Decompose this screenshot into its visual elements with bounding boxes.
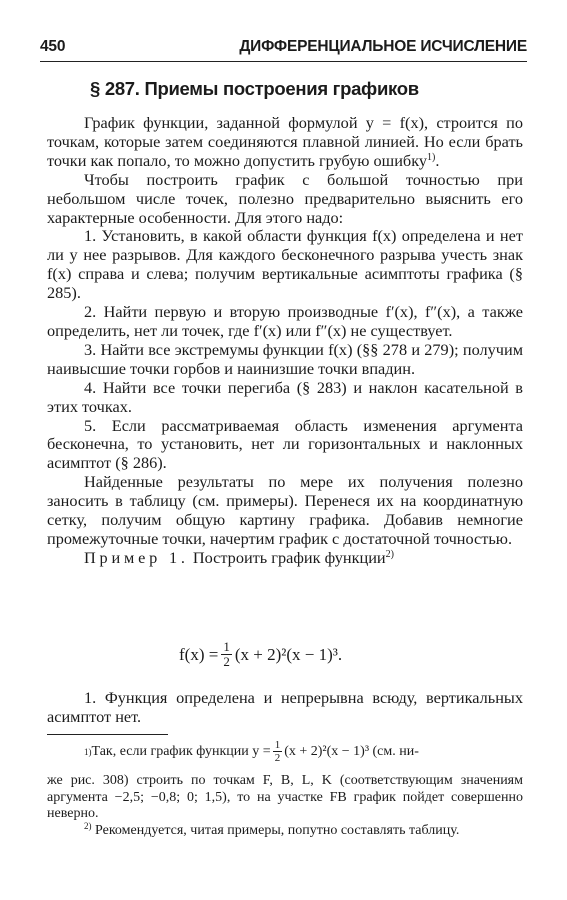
section-title: § 287. Приемы построения графиков	[90, 78, 419, 99]
paragraph-intro: График функции, заданной формулой y = f(x), строится по точкам, которые затем соединяются плавной линией. Но если брать точки как попало, то можно допустить грубую ошибку$^{1)}$.	[47, 113, 523, 170]
running-header	[40, 38, 527, 56]
footnote-1-tail: (x + 2)²(x − 1)³ (см. ни-	[284, 743, 419, 759]
step-4: 4. Найти все точки перегиба (§ 283) и наклон касательной в этих точках.	[47, 377, 523, 416]
footnote-1-fraction	[273, 739, 283, 764]
paragraph-intro-text: График функции, заданной формулой y = f(x), строится по точкам, которые затем соединяются плавной линией. Но если брать точки как попало, то можно допустить грубую ошибку	[47, 113, 523, 170]
footnote-fraction-denominator: 2	[274, 752, 281, 764]
formula-fraction	[221, 640, 232, 669]
example-step-1	[47, 688, 523, 726]
example-label: Пример 1.	[84, 547, 189, 567]
running-title: ДИФФЕРЕНЦИАЛЬНОЕ ИСЧИСЛЕНИЕ	[239, 38, 527, 55]
footnote-2-mark: 2)	[84, 820, 92, 831]
paragraph-preparation: Чтобы построить график с большой точностью при небольшом числе точек, полезно предварительно выяснить его характерные особенности. Для этого надо:	[47, 169, 523, 227]
fraction-denominator: 2	[223, 654, 230, 669]
footnote-2	[47, 820, 523, 840]
step-3: 3. Найти все экстремумы функции f(x) (§§ 278 и 279); получим наивысшие точки горбов и наинизшие точки впадин.	[47, 339, 523, 378]
fraction-numerator: 1	[223, 639, 230, 654]
footnote-1-first-line: 1) Так, если график функции y = $\frac{1}{2}$ (x + 2)²(x − 1)³ (см. ни-	[84, 739, 419, 764]
footnote-2-text: Рекомендуется, читая примеры, попутно составлять таблицу.	[91, 822, 460, 838]
body-text	[47, 114, 523, 568]
page-number: 450	[40, 38, 66, 55]
example-formula	[179, 640, 342, 669]
example-text: Построить график функции	[188, 547, 386, 567]
footnote-rule	[47, 734, 168, 735]
footnote-1-continuation: же рис. 308) строить по точкам F, B, L, K (соответствующим значениям аргумента −2,5; −0,8; 0; 1,5), то на участке FB график пойдет совершенно неверно.	[47, 773, 523, 822]
footnote-1-lead: Так, если график функции y =	[91, 743, 271, 759]
footnote-fraction-numerator: 1	[274, 739, 281, 751]
step-2: 2. Найти первую и вторую производные f′(x), f″(x), а также определить, нет ли точек, где f′(x) или f″(x) не существует.	[47, 302, 523, 340]
footnotes	[47, 773, 523, 839]
formula-rhs: (x + 2)²(x − 1)³.	[234, 644, 343, 664]
header-rule	[40, 61, 527, 62]
paragraph-summary: Найденные результаты по мере их получения полезно заносить в таблицу (см. примеры). Перенеся их на координатную сетку, получим общую картину графика. Добавив немногие промежуточные точки, начертим график с достаточной точностью.	[47, 472, 523, 548]
example-1-intro	[47, 549, 523, 568]
footnote-ref-2: 2)	[385, 548, 394, 560]
formula-lhs: f(x) =	[179, 644, 219, 664]
example-step-1-text: 1. Функция определена и непрерывна всюду, вертикальных асимптот нет.	[47, 688, 523, 727]
step-5: 5. Если рассматриваемая область изменения аргумента бесконечна, то установить, нет ли горизонтальных и наклонных асимптот (§ 286).	[47, 415, 523, 473]
footnote-ref-1: 1)	[427, 151, 436, 163]
step-1: 1. Установить, в какой области функция f(x) определена и нет ли у нее разрывов. Для каждого бесконечного разрыва учесть знак f(x) справа и слева; получим вертикальные асимптоты графика (§ 285).	[47, 226, 523, 303]
